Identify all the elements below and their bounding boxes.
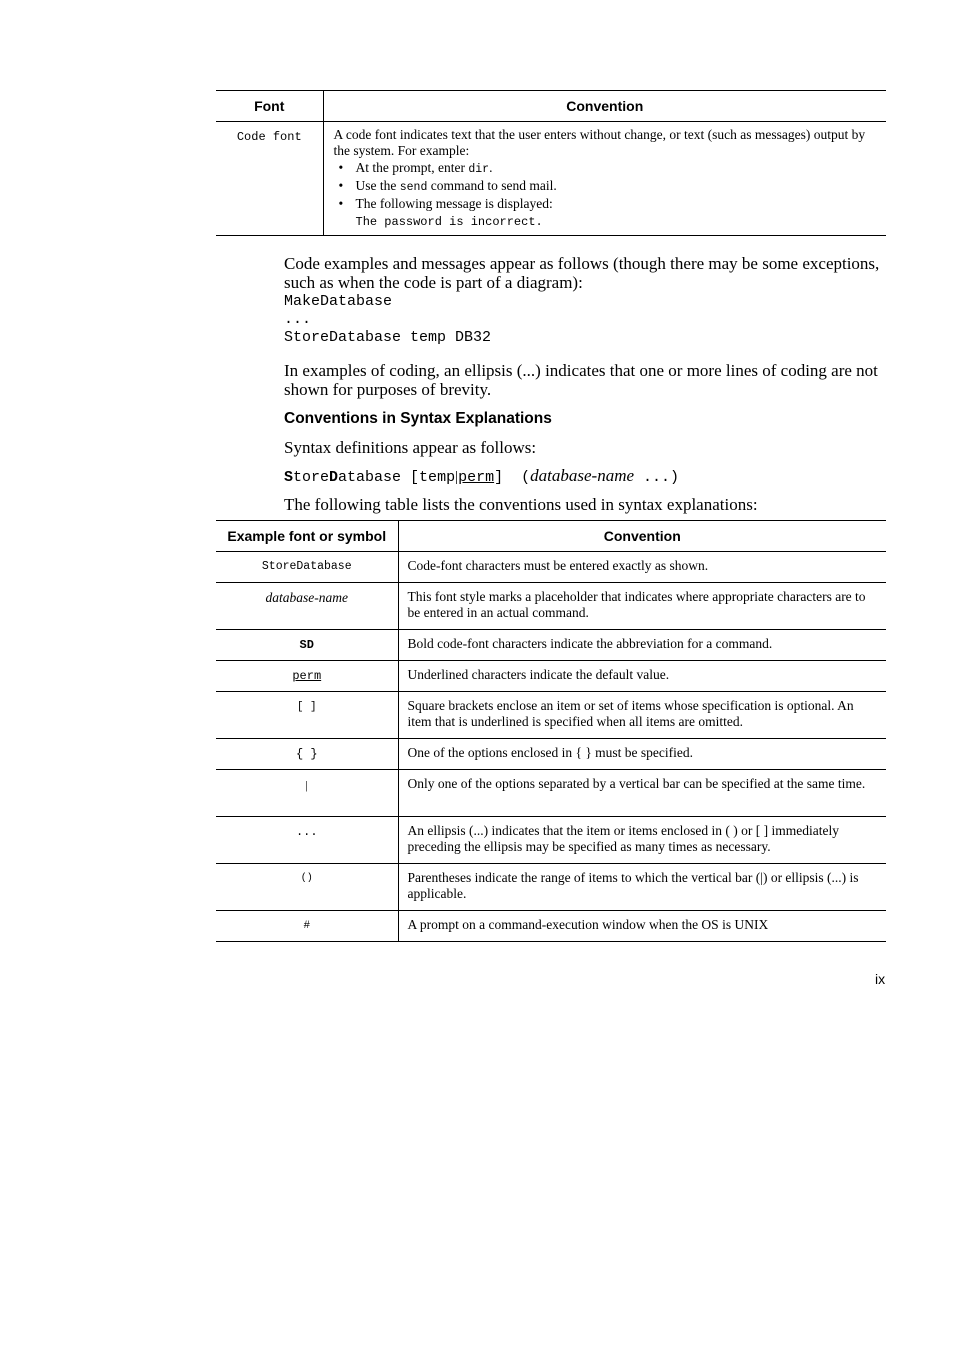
table-header-row: [216, 91, 886, 122]
description-cell: Parentheses indicate the range of items to which the vertical bar (|) or ellipsis (...) is applicable.: [398, 864, 886, 911]
syntax-bar: |: [455, 469, 459, 485]
underlined-symbol: perm: [292, 669, 322, 683]
table-row: [216, 630, 886, 661]
symbol-cell: StoreDatabase: [216, 552, 398, 583]
list-item: [356, 160, 877, 178]
inline-code: dir: [468, 163, 490, 176]
table-row: [216, 692, 886, 739]
code-examples-paragraph: Code examples and messages appear as follows (though there may be some exceptions, such as when the code is part of a diagram):: [284, 254, 880, 292]
example-message: The password is incorrect.: [355, 215, 543, 229]
font-name-cell: Code font: [216, 122, 323, 236]
list-text: .: [489, 160, 493, 175]
font-conventions-table: [216, 90, 886, 236]
syntax-bold-letter: D: [329, 469, 339, 486]
description-cell: An ellipsis (...) indicates that the item or items enclosed in ( ) or [ ] immediately preceding the ellipsis may be specified as many times as necessary.: [398, 817, 886, 864]
header-symbol: Example font or symbol: [216, 521, 398, 552]
table-row: [216, 911, 886, 942]
syntax-text: atabase [temp: [338, 469, 456, 486]
example-list: [334, 160, 877, 212]
table-row: [216, 739, 886, 770]
syntax-text: tore: [293, 469, 330, 486]
ellipsis-paragraph: In examples of coding, an ellipsis (...) indicates that one or more lines of coding are not shown for purposes of brevity.: [284, 361, 878, 399]
symbol-cell: database-name: [216, 583, 398, 630]
syntax-text: ]: [494, 469, 504, 486]
table-row: [216, 552, 886, 583]
header-convention: Convention: [323, 91, 886, 122]
symbol-cell: #: [216, 911, 398, 942]
table-header-row: [216, 521, 886, 552]
list-text: Use the: [355, 178, 400, 193]
description-cell: Underlined characters indicate the default value.: [398, 661, 886, 692]
header-convention: Convention: [398, 521, 886, 552]
description-cell: This font style marks a placeholder that indicates where appropriate characters are to be entered in an actual command.: [398, 583, 886, 630]
list-item: [356, 178, 877, 196]
table-row: [216, 122, 886, 236]
description-cell: Square brackets enclose an item or set of items whose specification is optional. An item that is underlined is specified when all items are omitted.: [398, 692, 886, 739]
syntax-text: ...): [634, 469, 680, 486]
description-cell: Code-font characters must be entered exactly as shown.: [398, 552, 886, 583]
list-text: At the prompt, enter: [355, 160, 469, 175]
syntax-bold-letter: S: [284, 469, 294, 486]
syntax-definition: [284, 467, 679, 487]
syntax-intro-paragraph: Syntax definitions appear as follows:: [284, 438, 537, 457]
syntax-default-value: perm: [458, 469, 495, 486]
list-text: command to send mail.: [427, 178, 557, 193]
table-intro-paragraph: The following table lists the conventions used in syntax explanations:: [284, 495, 758, 514]
description-cell: A prompt on a command-execution window when the OS is UNIX: [407, 917, 769, 932]
table-row: [216, 817, 886, 864]
list-text: The following message is displayed:: [355, 196, 553, 211]
table-row: [216, 583, 886, 630]
list-item: [356, 196, 877, 212]
syntax-conventions-table: [216, 520, 886, 942]
code-line: StoreDatabase temp DB32: [284, 329, 492, 346]
symbol-cell: ...: [216, 817, 398, 864]
convention-description: A code font indicates text that the user enters without change, or text (such as messages) output by the system. For example:: [333, 127, 866, 158]
syntax-text: (: [521, 469, 531, 486]
table-row: [216, 661, 886, 692]
symbol-cell: { }: [216, 739, 398, 770]
table-row: [216, 864, 886, 911]
description-cell: One of the options enclosed in { } must be specified.: [398, 739, 886, 770]
table-row: [216, 770, 886, 817]
description-cell: Bold code-font characters indicate the abbreviation for a command.: [398, 630, 886, 661]
symbol-cell: |: [216, 770, 398, 817]
symbol-cell: SD: [216, 630, 398, 661]
syntax-placeholder: database-name: [530, 466, 635, 485]
inline-code: send: [399, 181, 428, 194]
page-number: ix: [875, 971, 886, 987]
description-cell: Only one of the options separated by a vertical bar can be specified at the same time.: [398, 770, 886, 817]
convention-cell: [323, 122, 886, 236]
code-line: MakeDatabase: [284, 293, 393, 310]
section-heading: Conventions in Syntax Explanations: [284, 410, 552, 427]
code-line: ...: [284, 311, 312, 328]
symbol-cell: (): [216, 864, 398, 911]
symbol-cell: [216, 661, 398, 692]
header-font: Font: [216, 91, 323, 122]
symbol-cell: [ ]: [216, 692, 398, 739]
